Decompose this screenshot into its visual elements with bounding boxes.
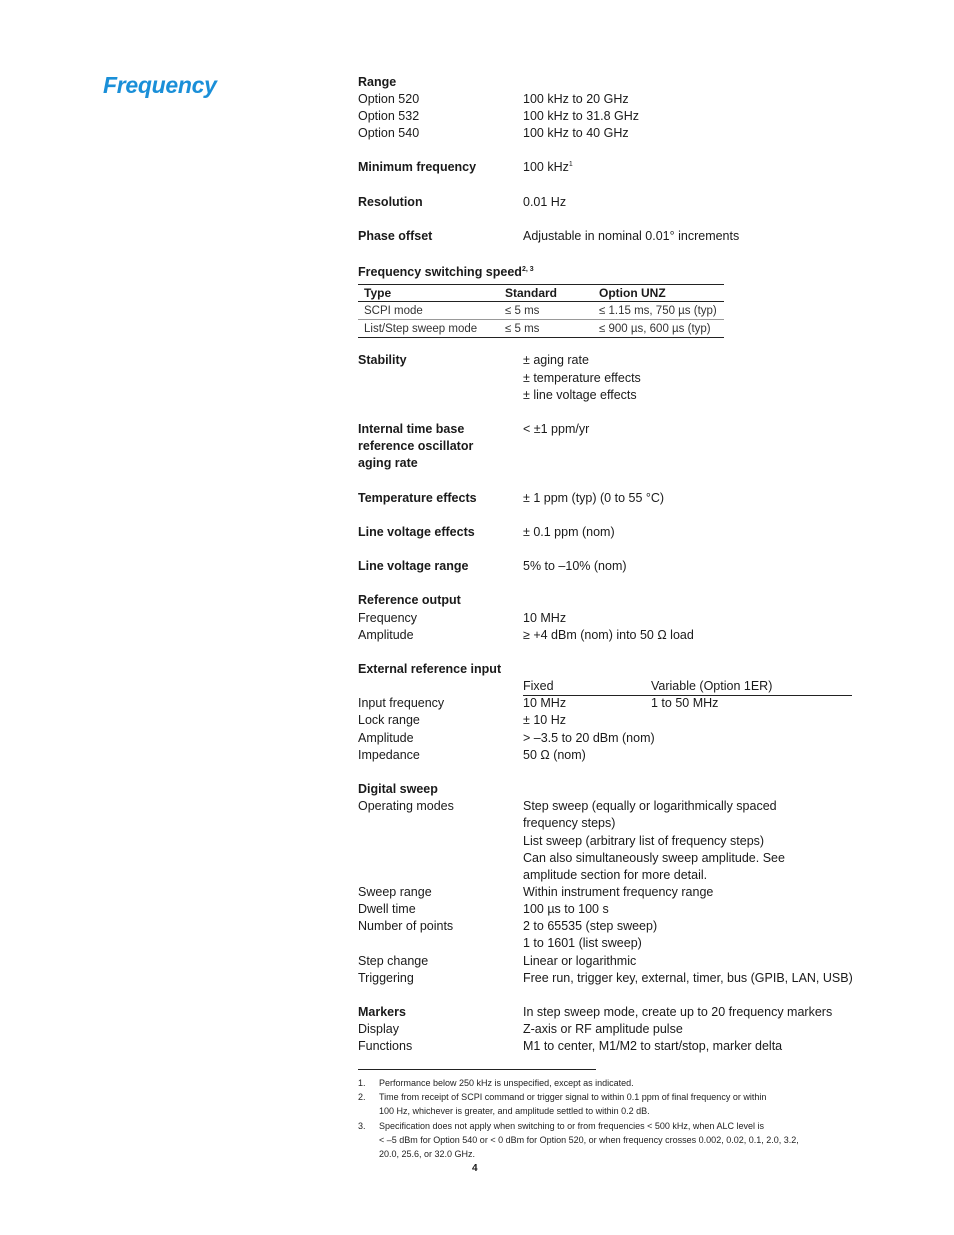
sweep-range-value: Within instrument frequency range	[523, 885, 714, 899]
range-label-540: Option 540	[358, 126, 420, 140]
phase-offset-label: Phase offset	[358, 229, 433, 243]
stability-label: Stability	[358, 353, 407, 367]
markers-functions-value: M1 to center, M1/M2 to start/stop, marker delta	[523, 1039, 783, 1053]
points-label: Number of points	[358, 919, 454, 933]
time-base-value: < ±1 ppm/yr	[523, 422, 590, 436]
step-change-value: Linear or logarithmic	[523, 954, 637, 968]
line-effects-value: ± 0.1 ppm (nom)	[523, 525, 615, 539]
triggering-label: Triggering	[358, 971, 414, 985]
ext-ref-variable: 1 to 50 MHz	[651, 696, 719, 710]
range-value-532: 100 kHz to 31.8 GHz	[523, 109, 640, 123]
range-label-532: Option 532	[358, 109, 420, 123]
footnote-number: 2.	[358, 1092, 366, 1102]
sweep-modes-line: amplitude section for more detail.	[523, 868, 708, 882]
temp-effects-value: ± 1 ppm (typ) (0 to 55 °C)	[523, 491, 665, 505]
footnote-number: 3.	[358, 1121, 366, 1131]
footnote-ref: 2, 3	[521, 265, 534, 273]
table-header-row	[358, 285, 724, 302]
footnote-text: 100 Hz, whichever is greater, and amplitude settled to within 0.2 dB.	[379, 1106, 650, 1116]
line-effects-label: Line voltage effects	[358, 525, 475, 539]
markers-value: In step sweep mode, create up to 20 frequency markers	[523, 1005, 833, 1019]
table-row	[358, 302, 724, 320]
footnote-text: Specification does not apply when switching to or from frequencies < 500 kHz, when ALC level is	[379, 1121, 764, 1131]
table-cell: ≤ 5 ms	[499, 320, 593, 338]
time-base-label: Internal time base	[358, 422, 465, 436]
stability-value: ± aging rate	[523, 353, 589, 367]
stability-value: ± temperature effects	[523, 371, 641, 385]
range-heading: Range	[358, 75, 397, 89]
table-cell: List/Step sweep mode	[358, 320, 499, 338]
table-cell: ≤ 900 µs, 600 µs (typ)	[593, 320, 724, 338]
table-row	[358, 320, 724, 338]
line-range-label: Line voltage range	[358, 559, 469, 573]
ext-ref-col-fixed: Fixed	[523, 679, 554, 693]
column-header: Option UNZ	[593, 285, 724, 302]
min-freq-label: Minimum frequency	[358, 160, 477, 174]
points-value: 2 to 65535 (step sweep)	[523, 919, 658, 933]
phase-offset-value: Adjustable in nominal 0.01° increments	[523, 229, 740, 243]
range-label-520: Option 520	[358, 92, 420, 106]
table-cell: ≤ 1.15 ms, 750 µs (typ)	[593, 302, 724, 320]
stability-value: ± line voltage effects	[523, 388, 637, 402]
page-number: 4	[472, 1163, 478, 1174]
footnote-text: < –5 dBm for Option 540 or < 0 dBm for Option 520, or when frequency crosses 0.002, 0.02, 0.1, 2.0, 3.2,	[379, 1135, 799, 1145]
ext-ref-heading: External reference input	[358, 662, 502, 676]
triggering-value: Free run, trigger key, external, timer, bus (GPIB, LAN, USB)	[523, 971, 853, 985]
resolution-label: Resolution	[358, 195, 423, 209]
line-range-value: 5% to –10% (nom)	[523, 559, 627, 573]
markers-heading: Markers	[358, 1005, 406, 1019]
footnote-text: 20.0, 25.6, or 32.0 GHz.	[379, 1149, 476, 1159]
page-title: Frequency	[103, 72, 217, 98]
min-freq-value: 100 kHz$^1$	[523, 160, 573, 174]
sweep-modes-label: Operating modes	[358, 799, 454, 813]
table-cell: ≤ 5 ms	[499, 302, 593, 320]
ext-ref-col-variable: Variable (Option 1ER)	[651, 679, 773, 693]
ext-ref-label: Lock range	[358, 713, 420, 727]
points-value: 1 to 1601 (list sweep)	[523, 936, 642, 950]
ref-output-label: Frequency	[358, 611, 418, 625]
column-header: Standard	[499, 285, 593, 302]
ext-ref-fixed: 50 Ω (nom)	[523, 748, 586, 762]
ref-output-value: 10 MHz	[523, 611, 567, 625]
sweep-modes-line: frequency steps)	[523, 816, 616, 830]
footnote-ref: 1	[568, 160, 573, 168]
temp-effects-label: Temperature effects	[358, 491, 477, 505]
table-cell: SCPI mode	[358, 302, 499, 320]
dwell-time-label: Dwell time	[358, 902, 416, 916]
ref-output-label: Amplitude	[358, 628, 414, 642]
ext-ref-label: Impedance	[358, 748, 420, 762]
ref-output-heading: Reference output	[358, 593, 461, 607]
switching-heading: Frequency switching speed$^{2, 3}$	[358, 265, 534, 279]
sweep-modes-line: Step sweep (equally or logarithmically spaced	[523, 799, 777, 813]
footnote-text: Performance below 250 kHz is unspecified, except as indicated.	[379, 1078, 634, 1088]
sweep-modes-line: Can also simultaneously sweep amplitude. See	[523, 851, 785, 865]
footnote-rule	[358, 1069, 596, 1070]
sweep-range-label: Sweep range	[358, 885, 432, 899]
footnote-number: 1.	[358, 1078, 366, 1088]
ext-ref-label: Amplitude	[358, 731, 414, 745]
markers-functions-label: Functions	[358, 1039, 413, 1053]
step-change-label: Step change	[358, 954, 429, 968]
resolution-value: 0.01 Hz	[523, 195, 567, 209]
ext-ref-fixed: ± 10 Hz	[523, 713, 566, 727]
switching-speed-table	[358, 284, 724, 338]
markers-display-value: Z-axis or RF amplitude pulse	[523, 1022, 683, 1036]
ext-ref-fixed: > –3.5 to 20 dBm (nom)	[523, 731, 655, 745]
range-value-540: 100 kHz to 40 GHz	[523, 126, 629, 140]
markers-display-label: Display	[358, 1022, 399, 1036]
ext-ref-fixed: 10 MHz	[523, 696, 567, 710]
range-value-520: 100 kHz to 20 GHz	[523, 92, 629, 106]
time-base-label: reference oscillator	[358, 439, 474, 453]
ref-output-value: ≥ +4 dBm (nom) into 50 Ω load	[523, 628, 694, 642]
digital-sweep-heading: Digital sweep	[358, 782, 438, 796]
dwell-time-value: 100 µs to 100 s	[523, 902, 609, 916]
column-header: Type	[358, 285, 499, 302]
ext-ref-label: Input frequency	[358, 696, 445, 710]
footnote-text: Time from receipt of SCPI command or trigger signal to within 0.1 ppm of final frequency or within	[379, 1092, 767, 1102]
sweep-modes-line: List sweep (arbitrary list of frequency steps)	[523, 834, 765, 848]
time-base-label: aging rate	[358, 456, 418, 470]
